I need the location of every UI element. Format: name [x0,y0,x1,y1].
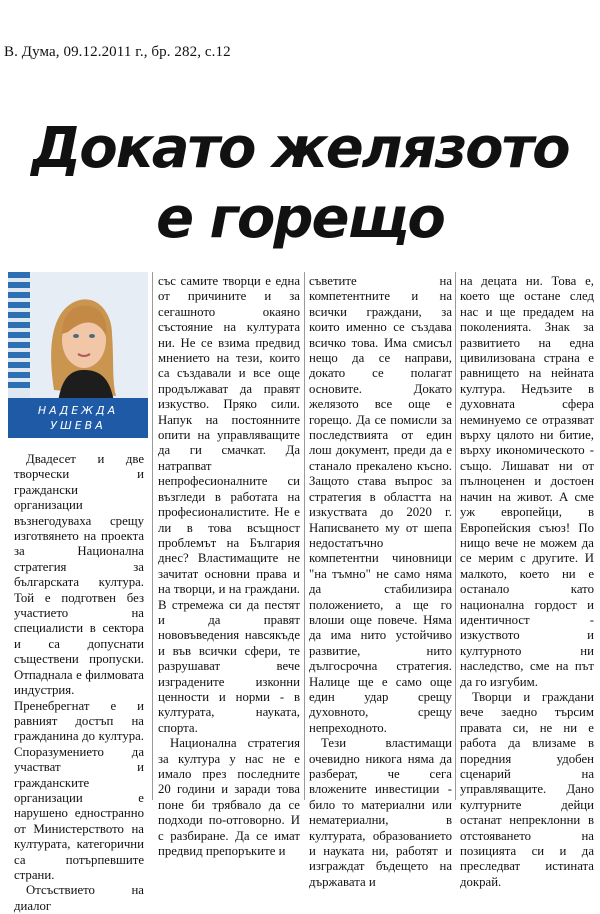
paragraph: на децата ни. Това е, което ще остане след нас и ще предадем на поколенията. Знак за развитието на една цивилизована страна е равнището на нейната култура. Недъзите в духовната сфера неминуемо се отразяват върху цялото ни битие, върху икономическото - също. Лишават ни от пълноценен и достоен начин на живот. А сме уж европейци, в Европейския съюз! По нищо вече не можем да се мерим с другите. И малкото, което ни е останало като национална гордост и идентичност - изкуството и културното ни наследство, сме на път да го изгубим. [460,274,594,689]
author-first-name: НАДЕЖДА [37,404,119,417]
article-column-1 [14,452,144,914]
source-citation: В. Дума, 09.12.2011 г., бр. 282, с.12 [4,44,231,60]
column-divider [152,272,153,800]
headline-line-1: Докато желязото [31,116,569,181]
article-column-4 [460,274,594,890]
paragraph: Творци и граждани вече заедно търсим правата си, не ни е работа да влизаме в поредния удобен сценарий на управляващите. Дано културните дейци останат непреклонни в отстояването на позицията си и да преследват истината докрай. [460,689,594,889]
headline-line-2: е горещо [156,186,444,251]
paragraph: Отсъствието на диалог [14,883,144,913]
author-last-name: УШЕВА [50,419,106,432]
paragraph: Национална стратегия за култура у нас не е имало през последните 20 години и заради това поне би трябвало да се подходи по-отговорно. И с разбиране. Да се имат предвид препоръките и [158,736,300,859]
paragraph: Тези властимащи очевидно никога няма да разберат, че сега вложените инвестиции - било то материални или нематериални, в културата, образованието и науката ни, работят и изграждат бъдещето на държавата и [309,736,452,889]
author-portrait-image [8,272,148,402]
column-divider [304,272,305,800]
paragraph: със самите творци е една от причините и за сегашното окаяно състояние на културата ни. Не се взима предвид мнението на тези, които са създавали и все още продължават да правят изкуство. Пряко сили. Напук на постоянните опити на управляващите да ги смачкат. Да натрапват непрофесионалните си възгледи в работата на професионалистите. Не е ли в това всъщност проблемът на България днес? Властимащите не зачитат основни права и на творци, и на граждани. В стремежа си да пестят и да правят нововъведения навсякъде и във всички сфери, те разрушават вече изградените изконни ценности и норми - в културата, науката, спорта. [158,274,300,735]
paragraph: Двадесет и две творчески и граждански организации възнегодуваха срещу изготвянето на проекта за Национална стратегия за българската култура. Той е подготвен без участието на специалисти в сектора и са допуснати съществени пропуски. Отпаднала е филмовата индустрия. Пренебрегнат е и равният достъп на гражданина до култура. Споразумението да участват и гражданските организации е нарушено едностранно от Министерството на културата, категорични са потърпевшите страни. [14,452,144,882]
column-divider [455,272,456,800]
article-column-2 [158,274,300,859]
author-name-bar [8,398,148,438]
paragraph: съветите на компетентните и на всички граждани, за които именно се създава всичко това. Има смисъл нещо да се направи, докато се полагат основите. Докато желязото все още е горещо. Да се помисли за последствията от един лош документ, преди да е станало прекалено късно. Защото става въпрос за стратегия в областта на изкуствата до 2020 г. Написването му от шепа недостатъчно компетентни чиновници "на тъмно" не само няма да стабилизира положението, а ще го влоши още повече. Няма да има нито устойчиво развитие, нито дългосрочна стратегия. Налице ще е само още един удар срещу духовното, срещу непреходното. [309,274,452,735]
article-column-3 [309,274,452,890]
